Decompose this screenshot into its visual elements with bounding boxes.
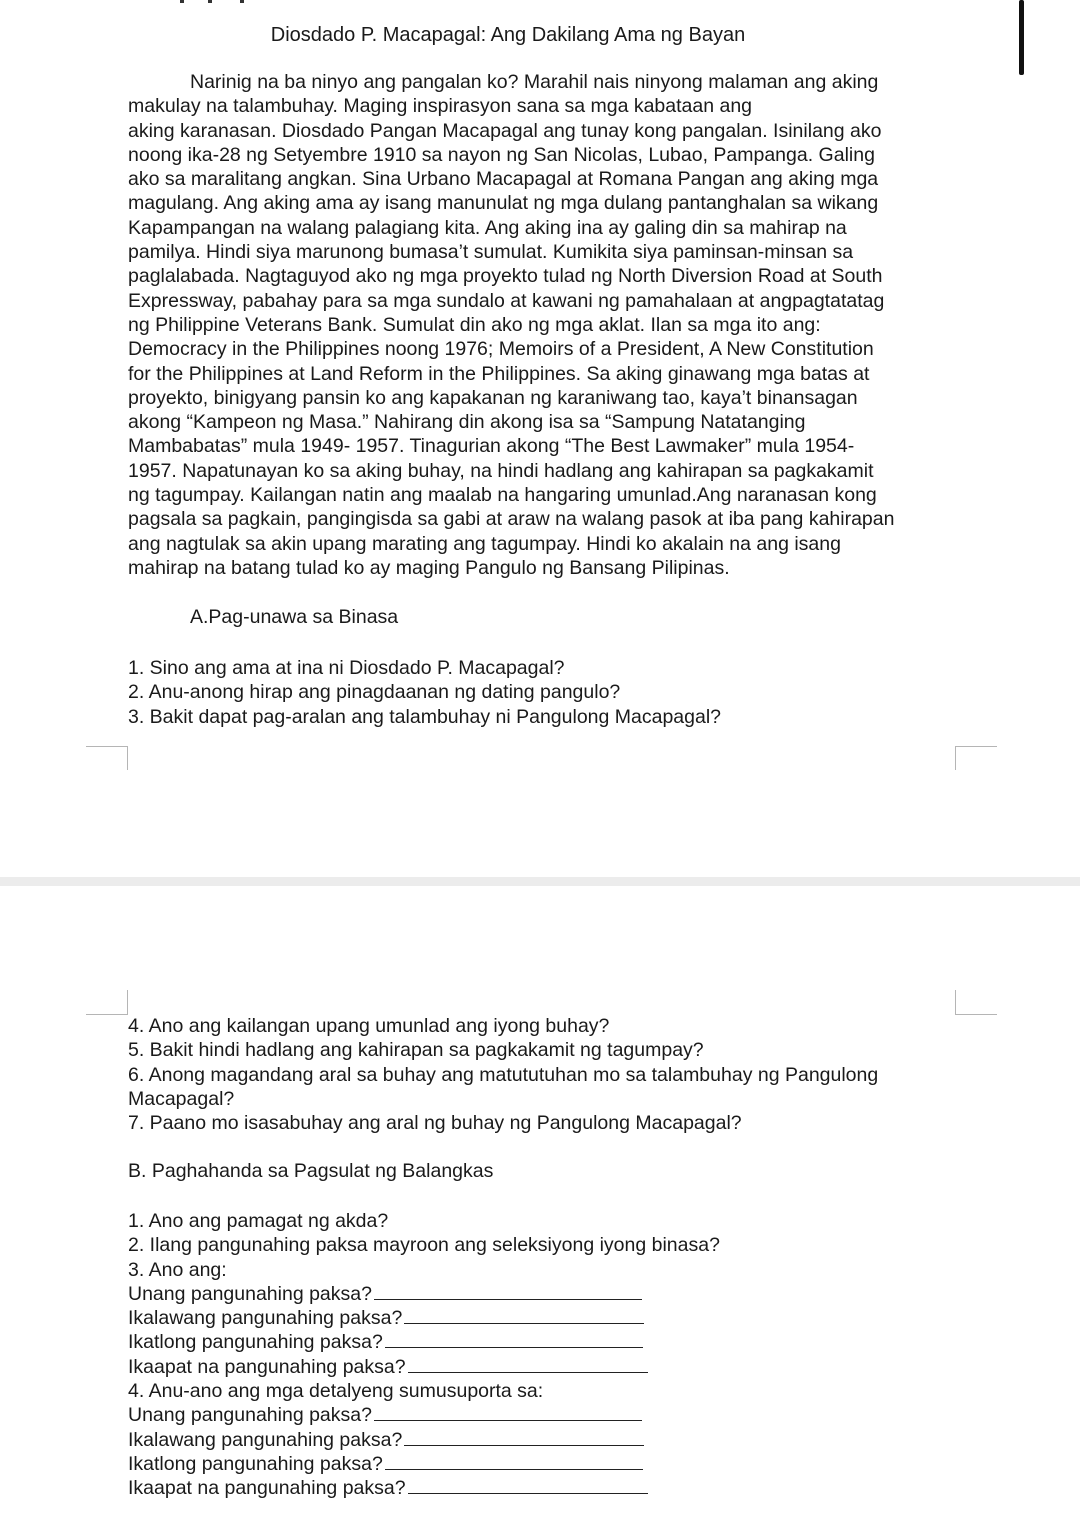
paragraph-line: Kapampangan na walang palagiang kita. Ang aking ina ay galing din sa mahirap na [128, 216, 847, 239]
answer-line-item [128, 1330, 720, 1354]
paragraph-line: Expressway, pabahay para sa mga sundalo at kawani ng pamahalaan at angpagtatatag [128, 289, 885, 312]
section-a-questions-page2 [128, 1014, 878, 1135]
answer-prompt: Ikaapat na pangunahing paksa? [128, 1355, 406, 1378]
paragraph-line: noong ika-28 ng Setyembre 1910 sa nayon ng San Nicolas, Lubao, Pampanga. Galing [128, 143, 875, 166]
paragraph-line: Narinig na ba ninyo ang pangalan ko? Marahil nais ninyong malaman ang aking [190, 71, 879, 93]
answer-blank[interactable] [374, 1282, 642, 1300]
paragraph-line: pagsala sa pagkain, pangingisda sa gabi at araw na walang pasok at iba pang kahirapan [128, 508, 895, 531]
paragraph-line: pamilya. Hindi siya marunong bumasa’t sumulat. Kumikita siya paminsan-minsan sa [128, 241, 854, 264]
paragraph-line: magulang. Ang aking ama ay isang manunulat ng mga dulang pantanghalan sa wikang [128, 192, 879, 215]
answer-prompt: Ikalawang pangunahing paksa? [128, 1428, 403, 1451]
paragraph-line: makulay na talambuhay. Maging inspirasyon sana sa mga kabataan ang [128, 95, 753, 118]
section-a-questions-page1 [128, 656, 721, 729]
answer-prompt: Unang pangunahing paksa? [128, 1404, 372, 1427]
answer-line-item [128, 1452, 720, 1476]
section-b-heading: B. Paghahanda sa Pagsulat ng Balangkas [128, 1160, 494, 1182]
question-item: 4. Ano ang kailangan upang umunlad ang iyong buhay? [128, 1015, 610, 1037]
section-a-heading: A.Pag-unawa sa Binasa [190, 606, 399, 628]
paragraph-line: aking karanasan. Diosdado Pangan Macapagal ang tunay kong pangalan. Isinilang ako [128, 119, 882, 142]
answer-blank[interactable] [385, 1452, 643, 1470]
crop-mark [955, 990, 956, 1014]
margin-mark [1019, 0, 1024, 75]
question-item: Macapagal? [128, 1087, 235, 1110]
answer-line-item [128, 1403, 720, 1427]
answer-blank[interactable] [385, 1330, 643, 1348]
answer-blank[interactable] [408, 1476, 648, 1494]
paragraph-line: Democracy in the Philippines noong 1976; Memoirs of a President, A New Constitution [128, 338, 874, 361]
question-item: 1. Ano ang pamagat ng akda? [128, 1210, 389, 1232]
section-b-questions [128, 1209, 720, 1501]
question-item: 7. Paano mo isasabuhay ang aral ng buhay ng Pangulong Macapagal? [128, 1112, 742, 1135]
answer-blank[interactable] [404, 1306, 644, 1324]
crop-mark [127, 746, 128, 770]
top-edge-marks [180, 0, 260, 3]
paragraph-line: mahirap na batang tulad ko ay maging Pangulo ng Bansang Pilipinas. [128, 556, 730, 579]
question-item: 1. Sino ang ama at ina ni Diosdado P. Macapagal? [128, 657, 565, 679]
question-item: 2. Ilang pangunahing paksa mayroon ang seleksiyong iyong binasa? [128, 1234, 720, 1257]
paragraph-line: paglalabada. Nagtaguyod ako ng mga proyekto tulad ng North Diversion Road at South [128, 265, 883, 288]
crop-mark [955, 1014, 997, 1015]
document-title: Diosdado P. Macapagal: Ang Dakilang Ama ng Bayan [270, 24, 746, 46]
paragraph-line: 1957. Napatunayan ko sa aking buhay, na hindi hadlang ang kahirapan sa pagkakamit [128, 459, 874, 482]
paragraph-line: proyekto, binigyang pansin ko ang kapakanan ng karaniwang tao, kaya’t binansagan [128, 386, 858, 409]
answer-blank[interactable] [374, 1403, 642, 1421]
answer-line-item [128, 1476, 720, 1500]
crop-mark [955, 746, 956, 770]
answer-line-item [128, 1428, 720, 1452]
answer-prompt: Ikatlong pangunahing paksa? [128, 1331, 383, 1354]
answer-prompt: Ikaapat na pangunahing paksa? [128, 1477, 406, 1500]
answer-prompt: Ikalawang pangunahing paksa? [128, 1307, 403, 1330]
paragraph-line: akong “Kampeon ng Masa.” Nahirang din akong isa sa “Sampung Natatanging [128, 411, 806, 434]
answer-prompt: Ikatlong pangunahing paksa? [128, 1452, 383, 1475]
biography-paragraph [128, 70, 958, 580]
crop-mark [955, 746, 997, 747]
paragraph-line: ng tagumpay. Kailangan natin ang maalab na hangaring umunlad.Ang naranasan kong [128, 484, 877, 507]
answer-line-item [128, 1282, 720, 1306]
paragraph-line: ako sa maralitang angkan. Sina Urbano Macapagal at Romana Pangan ang aking mga [128, 168, 879, 191]
question-item: 4. Anu-ano ang mga detalyeng sumusuporta sa: [128, 1380, 544, 1403]
paragraph-line: ng Philippine Veterans Bank. Sumulat din ako ng mga aklat. Ilan sa mga ito ang: [128, 313, 821, 336]
crop-mark [86, 746, 128, 747]
question-item: 6. Anong magandang aral sa buhay ang matututuhan mo sa talambuhay ng Pangulong [128, 1063, 879, 1086]
answer-blank[interactable] [404, 1428, 644, 1446]
paragraph-line: for the Philippines at Land Reform in the Philippines. Sa aking ginawang mga batas at [128, 362, 870, 385]
answer-line-item [128, 1306, 720, 1330]
answer-line-item [128, 1355, 720, 1379]
question-item: 3. Ano ang: [128, 1258, 227, 1281]
question-item: 5. Bakit hindi hadlang ang kahirapan sa pagkakamit ng tagumpay? [128, 1039, 704, 1062]
crop-mark [127, 990, 128, 1014]
paragraph-line: ang nagtulak sa akin upang marating ang tagumpay. Hindi ko akalain na ang isang [128, 532, 841, 555]
question-item: 2. Anu-anong hirap ang pinagdaanan ng dating pangulo? [128, 681, 621, 704]
answer-prompt: Unang pangunahing paksa? [128, 1282, 372, 1305]
paragraph-line: Mambabatas” mula 1949- 1957. Tinagurian akong “The Best Lawmaker” mula 1954- [128, 435, 855, 458]
page-separator [0, 877, 1080, 886]
answer-blank[interactable] [408, 1355, 648, 1373]
question-item: 3. Bakit dapat pag-aralan ang talambuhay ni Pangulong Macapagal? [128, 705, 722, 728]
crop-mark [86, 1014, 128, 1015]
